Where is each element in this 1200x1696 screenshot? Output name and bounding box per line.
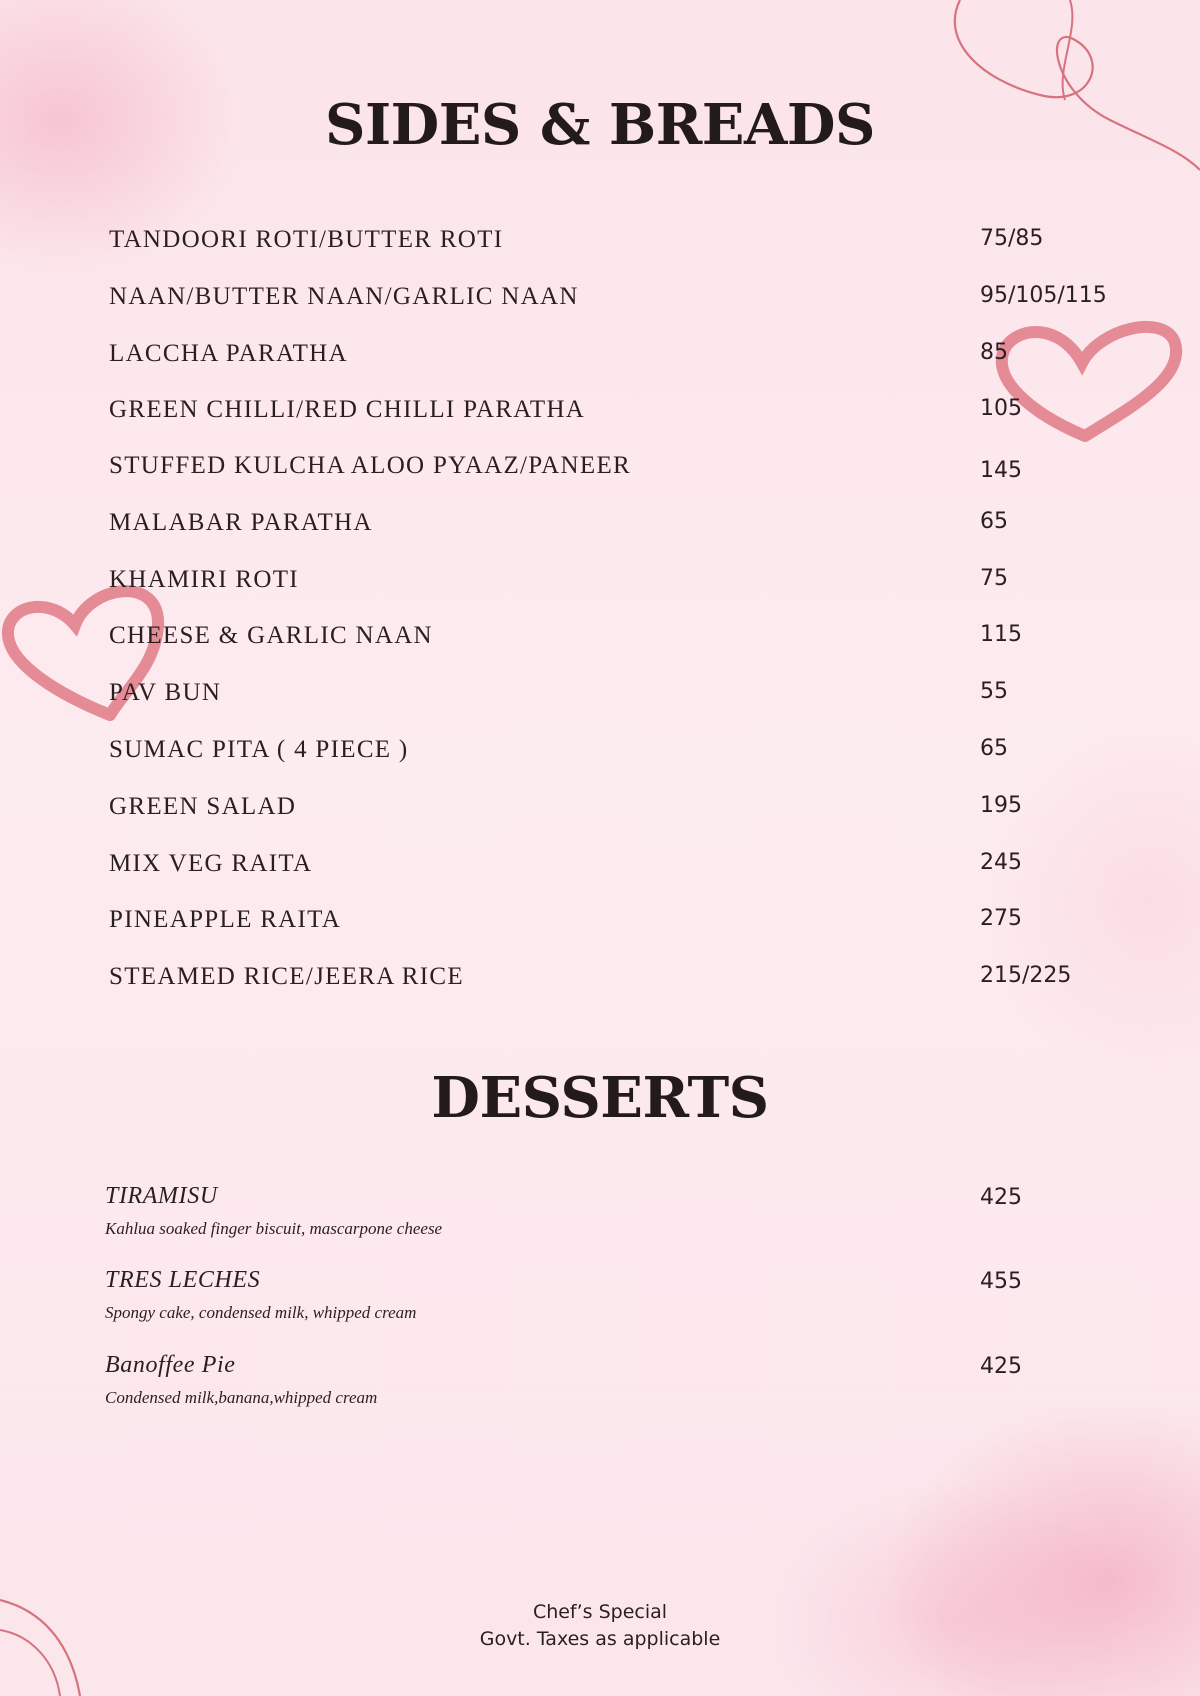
item-price: 65	[980, 736, 1008, 761]
item-name: STEAMED RICE/JEERA RICE	[109, 963, 464, 990]
item-price: 115	[980, 622, 1022, 647]
item-name: GREEN CHILLI/RED CHILLI PARATHA	[109, 396, 586, 423]
list-item	[0, 622, 1200, 662]
item-name: STUFFED KULCHA ALOO PYAAZ/PANEER	[109, 452, 631, 479]
item-price: 215/225	[980, 963, 1072, 988]
sides-section-title: SIDES & BREADS	[325, 92, 875, 158]
list-item	[0, 679, 1200, 719]
dessert-price: 425	[980, 1354, 1022, 1379]
list-item	[0, 452, 1200, 492]
item-name: KHAMIRI ROTI	[109, 566, 299, 593]
item-price: 65	[980, 509, 1008, 534]
item-price: 55	[980, 679, 1008, 704]
item-price: 245	[980, 850, 1022, 875]
item-name: MIX VEG RAITA	[109, 850, 313, 877]
item-name: LACCHA PARATHA	[109, 340, 348, 367]
item-name: NAAN/BUTTER NAAN/GARLIC NAAN	[109, 283, 579, 310]
list-item	[0, 396, 1200, 436]
footer-taxes-note: Govt. Taxes as applicable	[479, 1628, 721, 1650]
dessert-description: Spongy cake, condensed milk, whipped cream	[105, 1303, 417, 1322]
list-item	[0, 906, 1200, 946]
dessert-name: Banoffee Pie	[105, 1352, 236, 1378]
list-item	[0, 963, 1200, 1003]
list-item	[0, 736, 1200, 776]
item-name: PAV BUN	[109, 679, 222, 706]
item-name: PINEAPPLE RAITA	[109, 906, 342, 933]
list-item	[0, 340, 1200, 380]
item-price: 195	[980, 793, 1022, 818]
list-item	[0, 283, 1200, 323]
item-price: 105	[980, 396, 1022, 421]
list-item	[0, 793, 1200, 833]
item-price: 95/105/115	[980, 283, 1107, 308]
list-item	[0, 1267, 1200, 1337]
dessert-description: Kahlua soaked finger biscuit, mascarpone cheese	[105, 1219, 443, 1238]
item-name: MALABAR PARATHA	[109, 509, 373, 536]
dessert-price: 425	[980, 1185, 1022, 1210]
item-name: SUMAC PITA ( 4 PIECE )	[109, 736, 409, 763]
list-item	[0, 1352, 1200, 1422]
dessert-name: TRES LECHES	[105, 1267, 261, 1293]
dessert-price: 455	[980, 1269, 1022, 1294]
list-item	[0, 226, 1200, 266]
list-item	[0, 1183, 1200, 1253]
dessert-name: TIRAMISU	[105, 1183, 218, 1209]
item-name: TANDOORI ROTI/BUTTER ROTI	[109, 226, 504, 253]
item-price: 75	[980, 566, 1008, 591]
dessert-description: Condensed milk,banana,whipped cream	[105, 1388, 378, 1407]
item-name: GREEN SALAD	[109, 793, 297, 820]
item-name: CHEESE & GARLIC NAAN	[109, 622, 433, 649]
item-price: 275	[980, 906, 1022, 931]
list-item	[0, 850, 1200, 890]
item-price: 145	[980, 458, 1022, 483]
footer-chef-special: Chef’s Special	[532, 1601, 668, 1623]
list-item	[0, 509, 1200, 549]
item-price: 75/85	[980, 226, 1044, 251]
desserts-section-title: DESSERTS	[431, 1065, 769, 1131]
item-price: 85	[980, 340, 1008, 365]
list-item	[0, 566, 1200, 606]
